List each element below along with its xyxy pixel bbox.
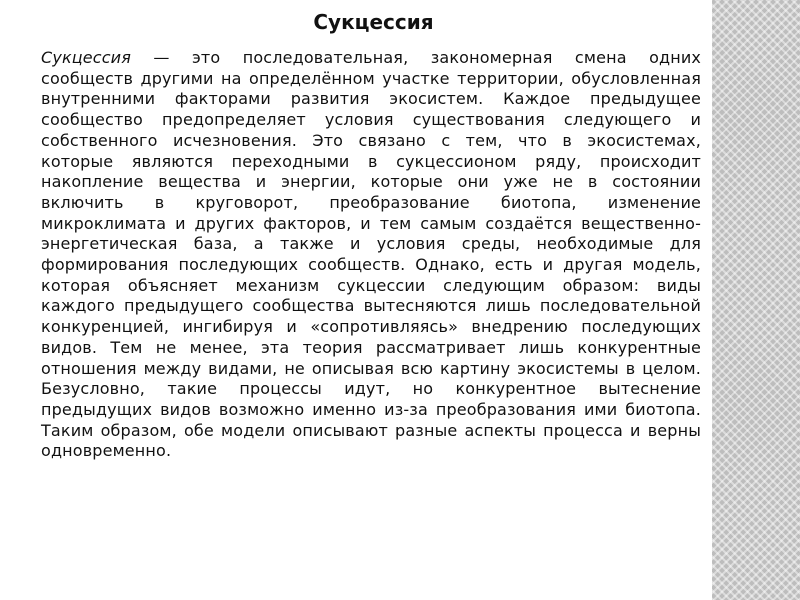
- slide-body-text: [41, 48, 701, 462]
- term-heading: Сукцессия: [41, 48, 132, 67]
- decorative-side-band: [712, 0, 800, 600]
- slide-title: Сукцессия: [313, 10, 434, 34]
- definition-text: — это последовательная, закономерная смена одних сообществ другими на определённом участке территории, обусловленная внутренними факторами развития экосистем. Каждое предыдущее сообщество предопределяет условия существования следующего и собственного исчезновения. Это связано с тем, что в экосистемах, которые являются переходными в сукцессионом ряду, происходит накопление вещества и энергии, которые они уже не в состоянии включить в круговорот, преобразование биотопа, изменение микроклимата и других факторов, и тем самым создаётся вещественно-энергетическая база, а также и условия среды, необходимые для формирования последующих сообществ. Однако, есть и другая модель, которая объясняет механизм сукцессии следующим образом: виды каждого предыдущего сообщества вытесняются лишь последовательной конкуренцией, ингибируя и «сопротивляясь» внедрению последующих видов. Тем не менее, эта теория рассматривает лишь конкурентные отношения между видами, не описывая всю картину экосистемы в целом. Безусловно, такие процессы идут, но конкурентное вытеснение предыдущих видов возможно именно из-за преобразования ими биотопа. Таким образом, обе модели описывают разные аспекты процесса и верны одновременно.: [41, 48, 701, 461]
